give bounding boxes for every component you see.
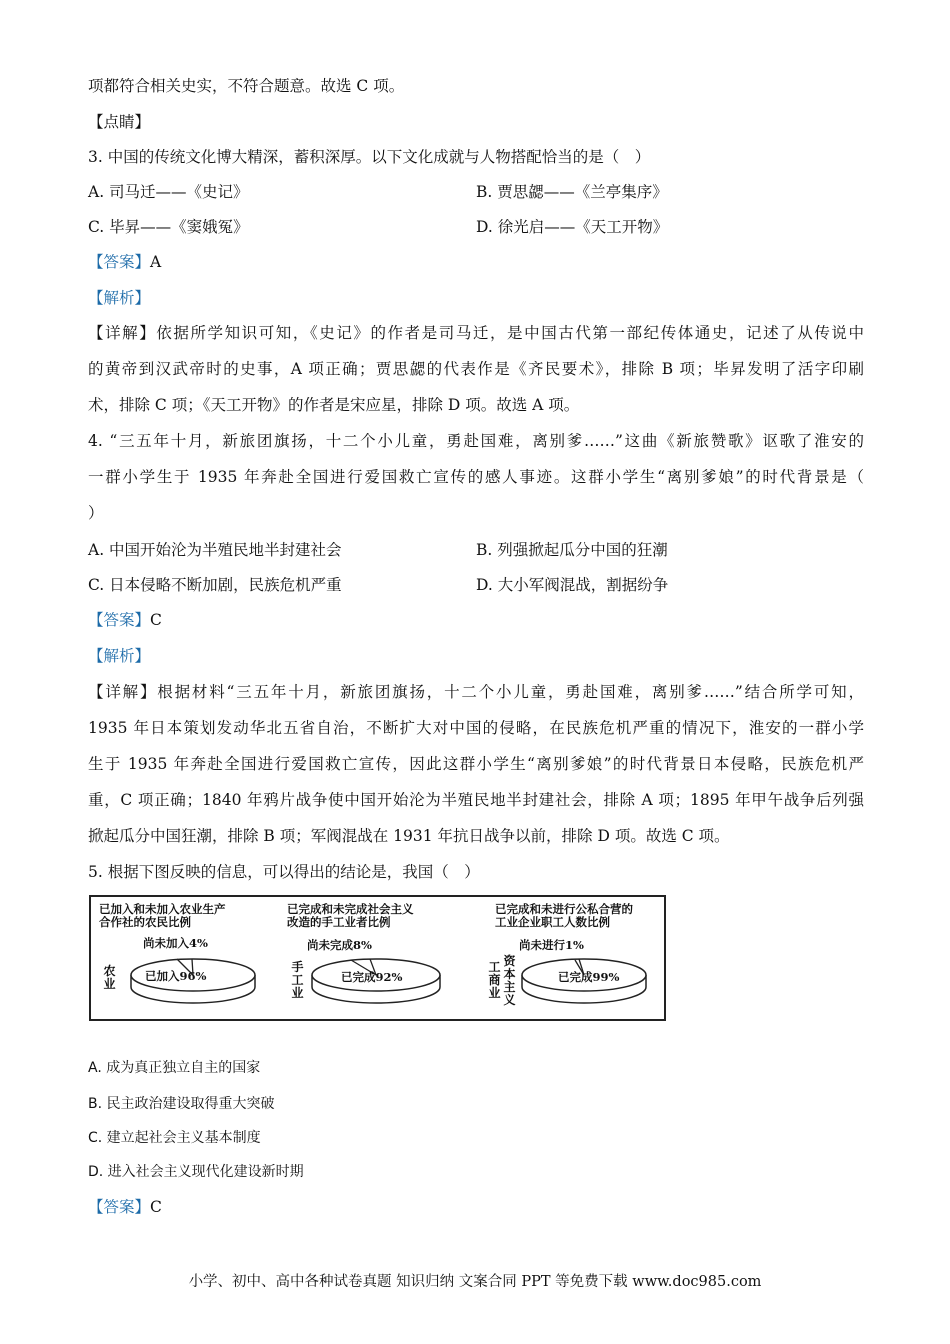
q5-option-a: A. 成为真正独立自主的国家 bbox=[88, 1060, 261, 1076]
q4-detail-line-3: 生于 1935 年奔赴全国进行爱国救亡宣传，因此这群小学生“离别爹娘”的时代背景日本侵略，民族危机严 bbox=[88, 755, 864, 773]
highlight-label: 【点睛】 bbox=[88, 113, 151, 131]
q3-detail-label: 【详解】 bbox=[88, 324, 157, 342]
q3-detail-line-1 bbox=[88, 323, 864, 343]
q5-option-d: D. 进入社会主义现代化建设新时期 bbox=[88, 1164, 304, 1180]
q4-detail-line-1 bbox=[88, 682, 864, 702]
page-footer: 小学、初中、高中各种试卷真题 知识归纳 文案合同 PPT 等免费下载 www.doc985.com bbox=[188, 1274, 762, 1290]
q4-option-c: C. 日本侵略不断加剧，民族危机严重 bbox=[88, 576, 342, 594]
panel2-minor-label: 尚未完成8% bbox=[307, 938, 372, 952]
q4-detail-line-5: 掀起瓜分中国狂潮，排除 B 项；军阀混战在 1931 年抗日战争以前，排除 D 项。故选 C 项。 bbox=[88, 827, 730, 845]
q5-option-b: B. 民主政治建设取得重大突破 bbox=[88, 1096, 275, 1112]
q4-option-b: B. 列强掀起瓜分中国的狂潮 bbox=[476, 541, 668, 559]
q3-option-b: B. 贾思勰——《兰亭集序》 bbox=[476, 183, 668, 201]
panel3-minor-label: 尚未进行1% bbox=[519, 938, 584, 952]
panel3-sector-label-b: 工商业 bbox=[488, 960, 501, 1000]
continuation-text: 项都符合相关史实，不符合题意。故选 C 项。 bbox=[88, 77, 405, 95]
q4-detail-label: 【详解】 bbox=[88, 683, 158, 701]
q4-option-d: D. 大小军阀混战，割据纷争 bbox=[476, 576, 669, 594]
panel3-major-label: 已完成99% bbox=[558, 970, 620, 984]
panel3-title-1: 已完成和未进行公私合营的 bbox=[495, 902, 633, 916]
q3-answer-value: A bbox=[150, 253, 162, 271]
q3-answer bbox=[88, 252, 161, 272]
q4-stem-line-1: 4. “三五年十月，新旅团旗扬，十二个小儿童，勇赴国难，离别爹……”这曲《新旅赞歌》讴歌了淮安的 bbox=[88, 432, 864, 450]
q4-option-a: A. 中国开始沦为半殖民地半封建社会 bbox=[88, 541, 342, 559]
q4-analysis-label: 【解析】 bbox=[88, 647, 151, 665]
q5-answer bbox=[88, 1197, 162, 1217]
panel1-sector-label: 农业 bbox=[103, 964, 116, 991]
panel2-title-2: 改造的手工业者比例 bbox=[287, 915, 391, 929]
q4-answer-value: C bbox=[150, 611, 162, 629]
panel2-major-label: 已完成92% bbox=[341, 970, 403, 984]
q3-option-d: D. 徐光启——《天工开物》 bbox=[476, 218, 669, 236]
panel3-title-2: 工业企业职工人数比例 bbox=[495, 915, 610, 929]
q4-answer-label: 【答案】 bbox=[88, 611, 151, 629]
q5-answer-value: C bbox=[150, 1198, 162, 1216]
q3-detail-text-1: 依据所学知识可知，《史记》的作者是司马迁，是中国古代第一部纪传体通史，记述了从传说中 bbox=[156, 324, 864, 342]
panel2-title-1: 已完成和未完成社会主义 bbox=[287, 902, 414, 916]
q4-detail-text-1: 根据材料“三五年十月，新旅团旗扬，十二个小儿童，勇赴国难，离别爹……”结合所学可知， bbox=[157, 683, 864, 701]
q4-answer bbox=[88, 610, 162, 630]
q3-detail-line-2: 的黄帝到汉武帝时的史事，A 项正确；贾思勰的代表作是《齐民要术》，排除 B 项；毕昇发明了活字印刷 bbox=[88, 360, 864, 378]
q4-stem-line-2: 一群小学生于 1935 年奔赴全国进行爱国救亡宣传的感人事迹。这群小学生“离别爹娘”的时代背景是（ bbox=[88, 468, 864, 486]
q4-detail-line-4: 重，C 项正确；1840 年鸦片战争使中国开始沦为半殖民地半封建社会，排除 A 项；1895 年甲午战争后列强 bbox=[88, 791, 864, 809]
q5-option-c: C. 建立起社会主义基本制度 bbox=[88, 1130, 261, 1146]
panel1-minor-label: 尚未加入4% bbox=[143, 936, 208, 950]
panel1-major-label: 已加入96% bbox=[145, 969, 207, 983]
q5-figure bbox=[89, 895, 666, 1021]
q5-stem: 5. 根据下图反映的信息，可以得出的结论是，我国（ ） bbox=[88, 863, 480, 881]
q4-detail-line-2: 1935 年日本策划发动华北五省自治，不断扩大对中国的侵略，在民族危机严重的情况下，淮安的一群小学 bbox=[88, 719, 864, 737]
q5-answer-label: 【答案】 bbox=[88, 1198, 151, 1216]
q3-option-c: C. 毕昇——《窦娥冤》 bbox=[88, 218, 249, 236]
q4-stem-line-3: ） bbox=[88, 504, 104, 522]
panel3-sector-label-a: 资本主义 bbox=[503, 954, 516, 1007]
q3-analysis-label: 【解析】 bbox=[88, 289, 151, 307]
panel2-sector-label: 手工业 bbox=[291, 960, 304, 1000]
panel1-title-2: 合作社的农民比例 bbox=[99, 915, 191, 929]
q3-answer-label: 【答案】 bbox=[88, 253, 151, 271]
q3-stem: 3. 中国的传统文化博大精深，蓄积深厚。以下文化成就与人物搭配恰当的是（ ） bbox=[88, 148, 651, 166]
q3-option-a: A. 司马迁——《史记》 bbox=[88, 183, 249, 201]
panel1-title-1: 已加入和未加入农业生产 bbox=[99, 902, 226, 916]
q3-detail-line-3: 术，排除 C 项；《天工开物》的作者是宋应星，排除 D 项。故选 A 项。 bbox=[88, 396, 580, 414]
